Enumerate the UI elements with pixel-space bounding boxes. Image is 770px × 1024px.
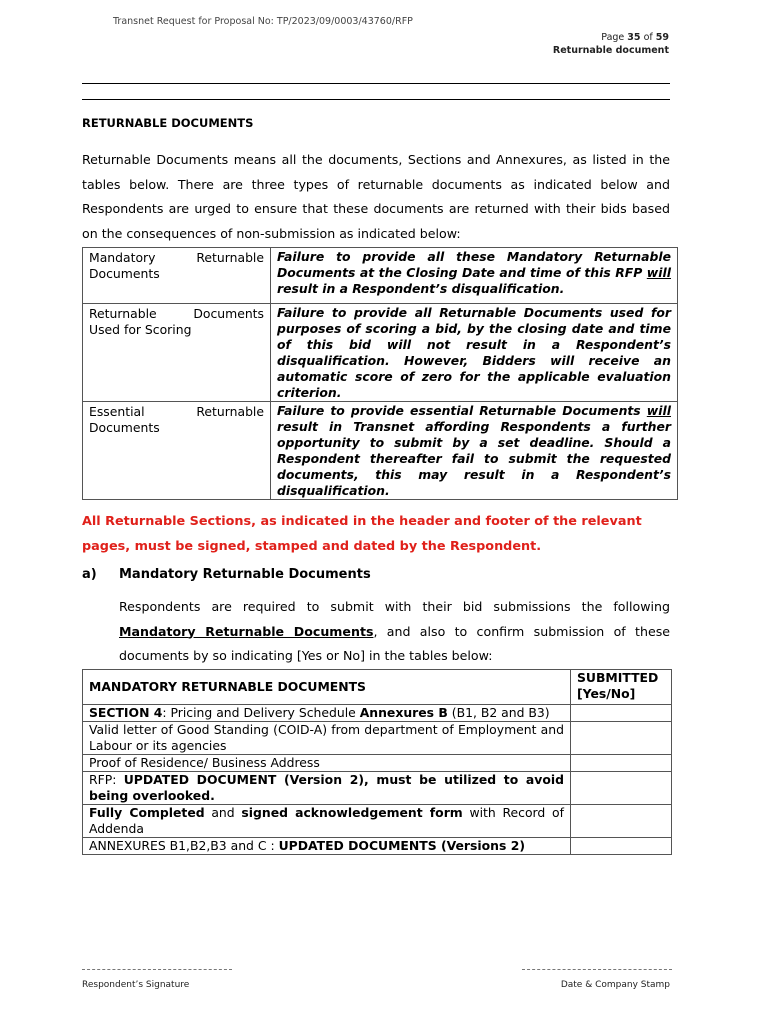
submitted-cell[interactable] [571, 722, 672, 755]
table-row: SECTION 4: Pricing and Delivery Schedule Annexures B (B1, B2 and B3) [83, 705, 672, 722]
header-rule-2 [82, 99, 670, 100]
table-row: Fully Completed and signed acknowledgement form with Record of Addenda [83, 805, 672, 838]
page-number: Page 35 of 59 [601, 32, 669, 43]
submitted-cell[interactable] [571, 755, 672, 772]
submitted-cell[interactable] [571, 705, 672, 722]
returnable-types-table [82, 247, 678, 500]
stamp-line [522, 969, 672, 970]
column-header-submitted: SUBMITTED [Yes/No] [571, 670, 672, 705]
rfp-reference: Transnet Request for Proposal No: TP/2023/09/0003/43760/RFP [113, 16, 413, 27]
consequence-text: Failure to provide all these Mandatory Returnable Documents at the Closing Date and time of this RFP will result in a Respondent’s disqualification. [271, 248, 678, 304]
doc-type: Returnable document [552, 45, 669, 56]
respondent-signature-label: Respondent’s Signature [82, 980, 190, 990]
page-number-block [553, 31, 669, 57]
signature-line [82, 969, 232, 970]
table-row: Essential Returnable Documents Failure to provide essential Returnable Documents will result in Transnet affording Respondents a further opportunity to submit by a set deadline. Should a Respondent thereafter fail to submit the requested documents, this may result in a Respondent’s disqualification. [83, 402, 678, 500]
consequence-text: Failure to provide all Returnable Documents used for purposes of scoring a bid, by the closing date and time of this bid will not result in a Respondent’s disqualification. However, Bidders will receive an automatic score of zero for the applicable evaluation criterion. [271, 304, 678, 402]
subsection-title: Mandatory Returnable Documents [119, 567, 371, 582]
subsection-label: a) [82, 567, 97, 582]
table-row: Returnable Documents Used for Scoring Failure to provide all Returnable Documents used for purposes of scoring a bid, by the closing date and time of this bid will not result in a Respondent’s disqualification. However, Bidders will receive an automatic score of zero for the applicable evaluation criterion. [83, 304, 678, 402]
mandatory-documents-table [82, 669, 672, 855]
table-row: RFP: UPDATED DOCUMENT (Version 2), must be utilized to avoid being overlooked. [83, 772, 672, 805]
header-rule-1 [82, 83, 670, 84]
section-title: RETURNABLE DOCUMENTS [82, 116, 254, 130]
submitted-cell[interactable] [571, 805, 672, 838]
consequence-text: Failure to provide essential Returnable Documents will result in Transnet affording Respondents a further opportunity to submit by a set deadline. Should a Respondent thereafter fail to submit the requested documents, this may result in a Respondent’s disqualification. [271, 402, 678, 500]
table-row: Valid letter of Good Standing (COID-A) from department of Employment and Labour or its agencies [83, 722, 672, 755]
subsection-paragraph: Respondents are required to submit with their bid submissions the following Mandatory Returnable Documents, and also to confirm submission of these documents by so indicating [Yes or No] in the tables below: [119, 599, 671, 663]
intro-paragraph: Returnable Documents means all the documents, Sections and Annexures, as listed in the tables below. There are three types of returnable documents as indicated below and Respondents are urged to ensure that these documents are returned with their bids based on the consequences of non-submission as indicated below: [82, 152, 670, 241]
table-row: Proof of Residence/ Business Address [83, 755, 672, 772]
submitted-cell[interactable] [571, 838, 672, 855]
submitted-cell[interactable] [571, 772, 672, 805]
table-row: ANNEXURES B1,B2,B3 and C : UPDATED DOCUMENTS (Versions 2) [83, 838, 672, 855]
date-stamp-label: Date & Company Stamp [560, 980, 670, 990]
column-header-documents: MANDATORY RETURNABLE DOCUMENTS [83, 670, 571, 705]
table-row: Mandatory Returnable Documents Failure to provide all these Mandatory Returnable Documents at the Closing Date and time of this RFP will result in a Respondent’s disqualification. [83, 248, 678, 304]
table-header-row [83, 670, 672, 705]
signature-notice: All Returnable Sections, as indicated in the header and footer of the relevant pages, must be signed, stamped and dated by the Respondent. [82, 514, 642, 554]
